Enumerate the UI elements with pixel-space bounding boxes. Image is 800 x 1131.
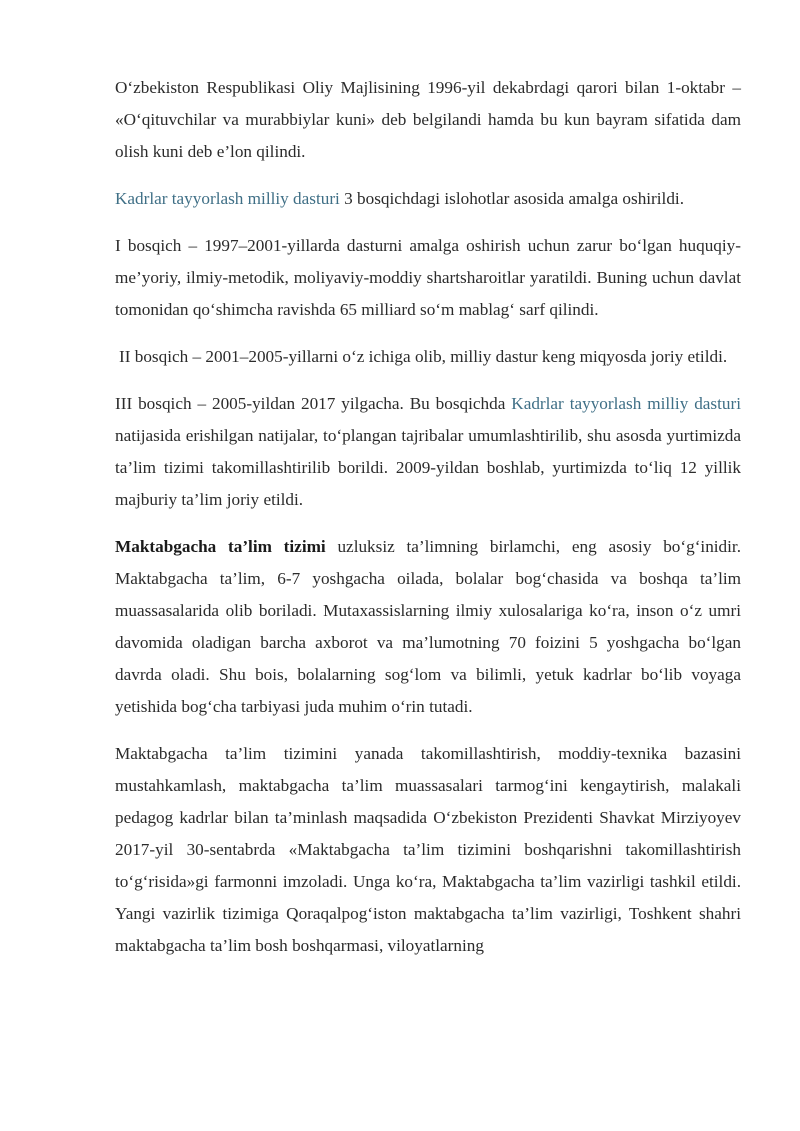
paragraph-preschool-education <box>115 531 741 723</box>
paragraph-teachers-day <box>115 72 741 168</box>
paragraph-text: 3 bosqichdagi islohotlar asosida amalga oshirildi. <box>339 189 684 208</box>
paragraph-text: III bosqich – 2005-yildan 2017 yilgacha. Bu bosqichda <box>115 394 512 413</box>
paragraph-stage-three <box>115 388 741 516</box>
document-page <box>115 72 741 977</box>
paragraph-stage-two <box>115 341 741 373</box>
program-link[interactable]: Kadrlar tayyorlash milliy dasturi <box>115 189 340 208</box>
paragraph-preschool-reform <box>115 738 741 962</box>
paragraph-program-stages <box>115 183 741 215</box>
paragraph-text: I bosqich – 1997–2001-yillarda dasturni amalga oshirish uchun zarur bo‘lgan huquqiy-me’yoriy, ilmiy-metodik, moliyaviy-moddiy shartsharoitlar yaratildi. Buning uchun davlat tomonidan qo‘shimcha ravishda 65 milliard so‘m mablag‘ sarf qilindi. <box>115 236 741 319</box>
paragraph-text: Maktabgacha ta’lim tizimini yanada takomillashtirish, moddiy-texnika bazasini mustahkamlash, maktabgacha ta’lim muassasalari tarmog‘ini kengaytirish, malakali pedagog kadrlar bilan ta’minlash maqsadida O‘zbekiston Prezidenti Shavkat Mirziyoyev 2017-yil 30-sentabrda «Maktabgacha ta’lim tizimini boshqarishni takomillashtirish to‘g‘risida»gi farmonni imzoladi. Unga ko‘ra, Maktabgacha ta’lim vazirligi tashkil etildi. Yangi vazirlik tizimiga Qoraqalpog‘iston maktabgacha ta’lim vazirligi, Toshkent shahri maktabgacha ta’lim bosh boshqarmasi, viloyatlarning <box>115 744 741 955</box>
bold-term: Maktabgacha ta’lim tizimi <box>115 537 326 556</box>
paragraph-stage-one <box>115 230 741 326</box>
paragraph-text: natijasida erishilgan natijalar, to‘plangan tajribalar umumlashtirilib, shu asosda yurtimizda ta’lim tizimi takomillashtirilib borildi. 2009-yildan boshlab, yurtimizda to‘liq 12 yillik majburiy ta’lim joriy etildi. <box>115 426 741 509</box>
paragraph-text: II bosqich – 2001–2005-yillarni o‘z ichiga olib, milliy dastur keng miqyosda joriy etildi. <box>119 347 728 366</box>
paragraph-text: uzluksiz ta’limning birlamchi, eng asosiy bo‘g‘inidir. Maktabgacha ta’lim, 6-7 yoshgacha oilada, bolalar bog‘chasida va boshqa ta’lim muassasalarida olib boriladi. Mutaxassislarning ilmiy xulosalariga ko‘ra, inson o‘z umri davomida oladigan barcha axborot va ma’lumotning 70 foizini 5 yoshgacha bo‘lgan davrda oladi. Shu bois, bolalarning sog‘lom va bilimli, yetuk kadrlar bo‘lib voyaga yetishida bog‘cha tarbiyasi juda muhim o‘rin tutadi. <box>115 537 742 716</box>
paragraph-text: O‘zbekiston Respublikasi Oliy Majlisining 1996-yil dekabrdagi qarori bilan 1-oktabr – «O‘qituvchilar va murabbiylar kuni» deb belgilandi hamda bu kun bayram sifatida dam olish kuni deb e’lon qilindi. <box>115 78 741 161</box>
program-link[interactable]: Kadrlar tayyorlash milliy dasturi <box>511 394 741 413</box>
